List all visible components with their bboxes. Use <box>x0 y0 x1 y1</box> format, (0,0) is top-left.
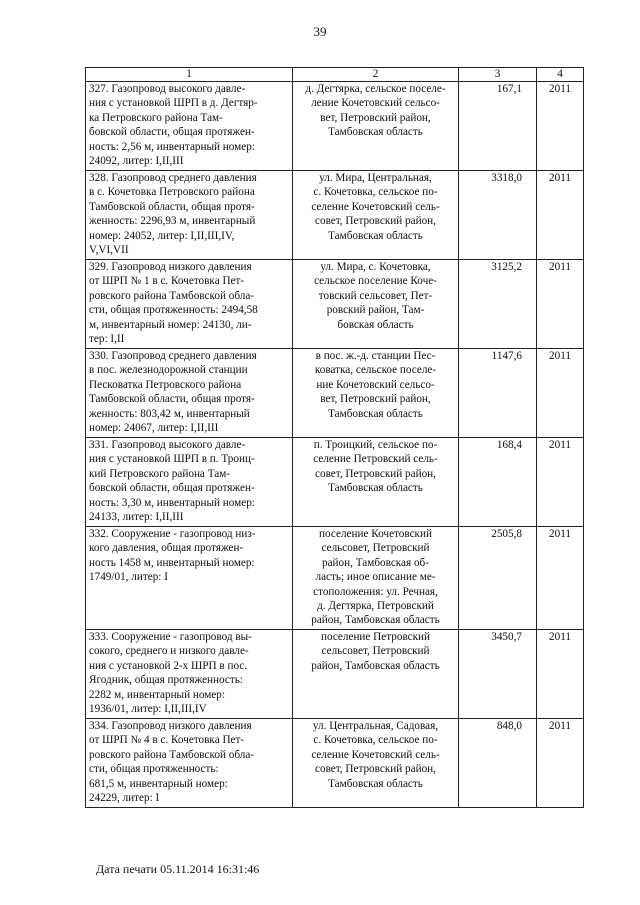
table-row <box>86 349 584 438</box>
object-description: 329. Газопровод низкого давления от ШРП № 1 в с. Кочетовка Пет- ровского района Тамбовской обла- сти, общая протяженность: 2494,58 м, инвентарный номер: 24130, ли- тер: I,II <box>86 260 293 349</box>
object-location: ул. Центральная, Садовая, с. Кочетовка, сельское по- селение Кочетовский сель- совет, Петровский район, Тамбовская область <box>293 719 459 808</box>
object-year: 2011 <box>537 719 584 808</box>
print-date-footer: Дата печати 05.11.2014 16:31:46 <box>96 862 260 876</box>
column-header-2: 2 <box>293 68 459 82</box>
table-header-row <box>86 68 584 82</box>
object-year: 2011 <box>537 260 584 349</box>
object-location: поселение Петровский сельсовет, Петровский район, Тамбовская область <box>293 630 459 719</box>
object-year: 2011 <box>537 527 584 630</box>
table-row <box>86 260 584 349</box>
object-value: 167,1 <box>459 82 537 171</box>
table-row <box>86 527 584 630</box>
table-row <box>86 719 584 808</box>
object-value: 3318,0 <box>459 171 537 260</box>
object-value: 3125,2 <box>459 260 537 349</box>
object-year: 2011 <box>537 349 584 438</box>
object-location: ул. Мира, с. Кочетовка, сельское поселение Коче- товский сельсовет, Пет- ровский район, Там- бовская область <box>293 260 459 349</box>
object-year: 2011 <box>537 438 584 527</box>
object-value: 848,0 <box>459 719 537 808</box>
table-row <box>86 438 584 527</box>
object-description: 334. Газопровод низкого давления от ШРП № 4 в с. Кочетовка Пет- ровского района Тамбовской обла- сти, общая протяженность: 681,5 м, инвентарный номер: 24229, литер: I <box>86 719 293 808</box>
property-registry-table <box>85 67 584 808</box>
table-row <box>86 630 584 719</box>
object-location: п. Троицкий, сельское по- селение Петровский сель- совет, Петровский район, Тамбовская область <box>293 438 459 527</box>
object-description: 331. Газопровод высокого давле- ния с установкой ШРП в п. Троиц- кий Петровского района Там- бовской области, общая протяжен- ность: 3,30 м, инвентарный номер: 24133, литер: I,II,III <box>86 438 293 527</box>
table-row <box>86 171 584 260</box>
object-location: в пос. ж.-д. станции Пес- коватка, сельское поселе- ние Кочетовский сельсо- вет, Петровский район, Тамбовская область <box>293 349 459 438</box>
table-row <box>86 82 584 171</box>
object-value: 1147,6 <box>459 349 537 438</box>
object-year: 2011 <box>537 82 584 171</box>
object-value: 168,4 <box>459 438 537 527</box>
object-description: 330. Газопровод среднего давления в пос. железнодорожной станции Песковатка Петровского района Тамбовской области, общая протя- женность: 803,42 м, инвентарный номер: 24067, литер: I,II,III <box>86 349 293 438</box>
object-location: ул. Мира, Центральная, с. Кочетовка, сельское по- селение Кочетовский сель- совет, Петровский район, Тамбовская область <box>293 171 459 260</box>
column-header-4: 4 <box>537 68 584 82</box>
object-value: 3450,7 <box>459 630 537 719</box>
object-description: 333. Сооружение - газопровод вы- сокого, среднего и низкого давле- ния с установкой 2-х ШРП в пос. Ягодник, общая протяженность: 2282 м, инвентарный номер: 1936/01, литер: I,II,III,IV <box>86 630 293 719</box>
object-value: 2505,8 <box>459 527 537 630</box>
object-description: 332. Сооружение - газопровод низ- кого давления, общая протяжен- ность 1458 м, инвентарный номер: 1749/01, литер: I <box>86 527 293 630</box>
object-year: 2011 <box>537 171 584 260</box>
object-location: поселение Кочетовский сельсовет, Петровский район, Тамбовская об- ласть; иное описание ме- стоположения: ул. Речная, д. Дегтярка, Петровский район, Тамбовская область <box>293 527 459 630</box>
object-description: 328. Газопровод среднего давления в с. Кочетовка Петровского района Тамбовской области, общая протя- женность: 2296,93 м, инвентарный номер: 24052, литер: I,II,III,IV, V,VI,VII <box>86 171 293 260</box>
object-year: 2011 <box>537 630 584 719</box>
column-header-1: 1 <box>86 68 293 82</box>
page-number: 39 <box>313 24 327 39</box>
column-header-3: 3 <box>459 68 537 82</box>
object-description: 327. Газопровод высокого давле- ния с установкой ШРП в д. Дегтяр- ка Петровского района Там- бовской области, общая протяжен- ность: 2,56 м, инвентарный номер: 24092, литер: I,II,III <box>86 82 293 171</box>
object-location: д. Дегтярка, сельское поселе- ление Кочетовский сельсо- вет, Петровский район, Тамбовская область <box>293 82 459 171</box>
